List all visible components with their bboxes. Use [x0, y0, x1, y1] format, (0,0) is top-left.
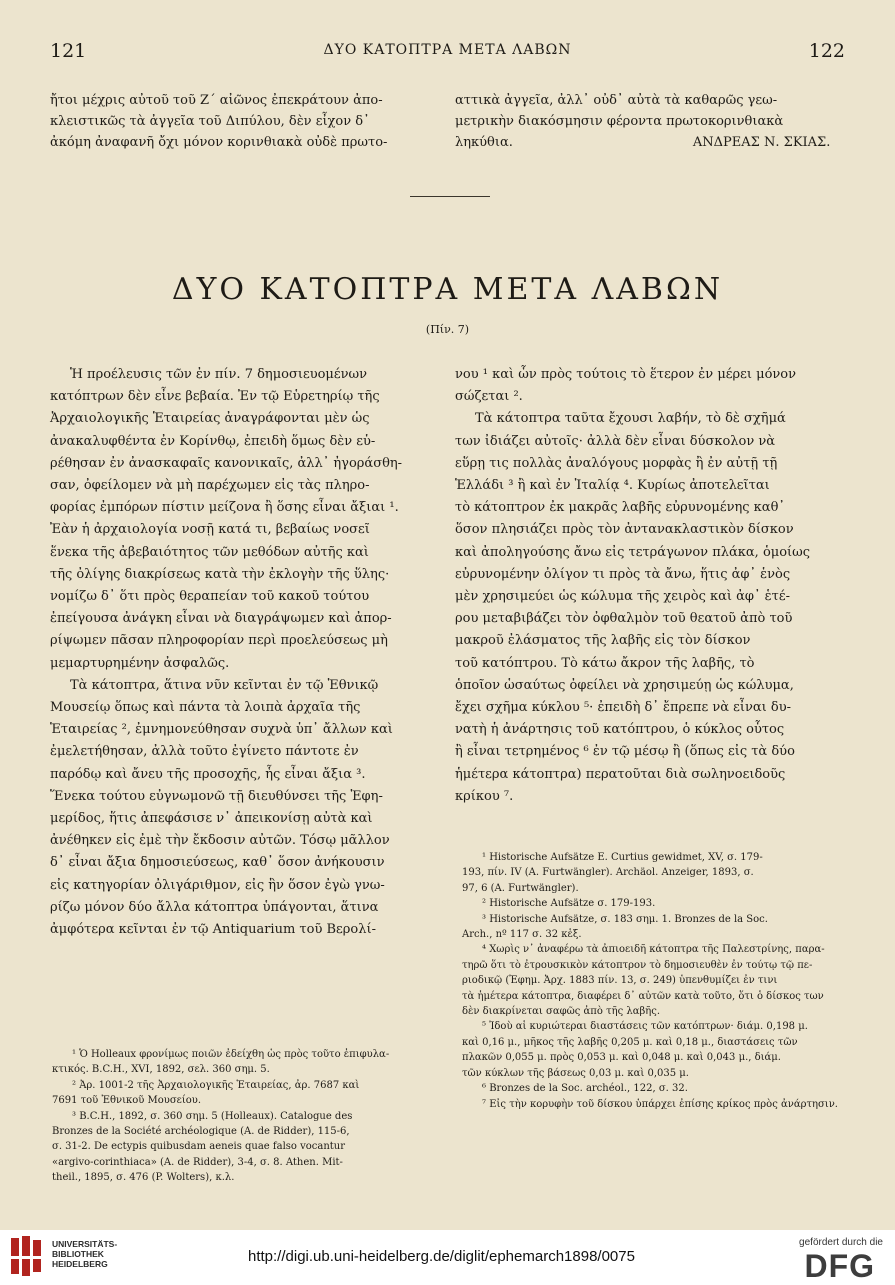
text-line: κτικός. B.C.H., XVI, 1892, σελ. 360 σημ. 5. — [52, 1064, 270, 1076]
author-signature: ΑΝΔΡΕΑΣ Ν. ΣΚΙΑΣ. — [692, 135, 831, 150]
text-line: νατὴ ἡ ἀνάρτησις τοῦ κατόπτρου, ὁ κύκλος οὗτος — [455, 722, 785, 738]
text-line: ⁵ Ἰδοὺ αἱ κυριώτεραι διαστάσεις τῶν κατόπτρων· διάμ. 0,198 μ. — [482, 1021, 808, 1033]
text-line: ἡμέτερα κάτοπτρα) περατοῦται διὰ σωληνοειδοῦς — [455, 766, 786, 782]
text-line: ἔχει σχῆμα κύκλου ⁵· ἐπειδὴ δ᾿ ἔπρεπε νὰ εἶναι δυ- — [455, 700, 791, 716]
text-line: των ἰδιάζει αὐτοῖς· ἀλλὰ δὲν εἶναι δύσκολον νὰ — [455, 433, 776, 449]
text-line: ριοδικῷ (Ἐφημ. Ἀρχ. 1883 πίν. 13, σ. 249) ὑπενθυμίζει ἐν τινι — [462, 975, 778, 987]
text-line: Ἑλλάδι ³ ἢ καὶ ἐν Ἰταλίᾳ ⁴. Κυρίως ἀποτελεῖται — [455, 478, 770, 494]
text-line: ρου μεταβιβάζει τὸν ὀφθαλμὸν τοῦ θεατοῦ ἀπὸ τοῦ — [455, 611, 793, 627]
text-line: ⁴ Χωρὶς ν᾿ ἀναφέρω τὰ ἀπιοειδῆ κάτοπτρα τῆς Παλεστρίνης, παρα- — [482, 944, 825, 956]
text-line: ⁶ Bronzes de la Soc. archéol., 122, σ. 32. — [482, 1083, 688, 1095]
text-line: σ. 31-2. De ectypis quibusdam aeneis quae falso vocantur — [52, 1141, 346, 1153]
text-line: Μουσείῳ ὅπως καὶ πάντα τὰ λοιπὰ ἀρχαῖα τῆς — [50, 700, 361, 716]
text-line: «argivo-corinthiaca» (A. de Ridder), 3-4, σ. 8. Athen. Mit- — [52, 1156, 343, 1168]
text-line: Arch., nº 117 σ. 32 κἑξ. — [462, 929, 582, 941]
text-line: theil., 1895, σ. 476 (P. Wolters), κ.λ. — [52, 1172, 235, 1184]
text-line: κατόπτρων δὲν εἶνε βεβαία. Ἐν τῷ Εὑρετηρίῳ τῆς — [50, 389, 380, 405]
text-line: ὁποῖον ὡσαύτως ὀφείλει νὰ χρησιμεύῃ ὡς κώλυμα, — [455, 677, 794, 693]
text-line: ρίζω μόνον δύο ἄλλα κάτοπτρα ὑπάγονται, ἅτινα — [50, 899, 379, 915]
text-line: πλακῶν 0,055 μ. πρὸς 0,053 μ. καὶ 0,048 μ. καὶ 0,043 μ., διάμ. — [462, 1052, 781, 1064]
left-page-number: 121 — [50, 40, 87, 62]
text-line: εἰς κατηγορίαν ὀλιγάριθμον, εἰς ἣν ὅσον ἐγὼ γνω- — [50, 877, 385, 893]
text-line: εὕρῃ τις πολλὰς ἀναλόγους μορφὰς ἢ ἐν αὐτῇ τῇ — [455, 455, 778, 471]
text-line: Ἐὰν ἡ ἀρχαιολογία νοσῇ κατά τι, βεβαίως νοσεῖ — [50, 522, 370, 538]
text-line: 193, πίν. IV (A. Furtwängler). Archäol. Anzeiger, 1893, σ. — [462, 867, 754, 879]
text-line: σαν, ὀφείλομεν νὰ μὴ παρέχωμεν εἰς τὰς πληρο- — [50, 478, 370, 494]
text-line: κλειστικῶς τὰ ἀγγεῖα τοῦ Διπύλου, δὲν εἶχον δ᾿ — [50, 114, 370, 129]
text-line — [455, 132, 845, 153]
left-footnotes — [52, 1047, 432, 1186]
text-line: ἕνεκα τῆς ἀβεβαιότητος τῶν μεθόδων αὐτῆς καὶ — [50, 544, 369, 560]
text-line: μεμαρτυρημένην ἀσφαλῶς. — [50, 655, 230, 671]
text-line: τὰ ἡμέτερα κάτοπτρα, διαφέρει δ᾿ αὐτῶν κατὰ τοῦτο, ὅτι ὁ δίσκος των — [462, 990, 824, 1002]
text-line: δ᾿ εἶναι ἄξια δημοσιεύσεως, καθ᾿ ὅσον ἀνήκουσιν — [50, 855, 385, 871]
text-line: ἀκόμη ἀναφανῆ ὄχι μόνον κορινθιακὰ οὐδὲ πρωτο- — [50, 135, 388, 150]
university-library-logo-icon — [8, 1234, 44, 1278]
text-line: μερίδος, ἥτις ἀπεφάσισε ν᾿ ἀπεικονίσῃ αὐτὰ καὶ — [50, 811, 373, 827]
text-line: ἀνέθηκεν εἰς ἐμὲ τὴν ἔκδοσιν αὐτῶν. Τόσῳ μᾶλλον — [50, 833, 390, 849]
left-body-column — [50, 364, 432, 941]
library-name — [52, 1239, 117, 1269]
text-line: Ἀρχαιολογικῆς Ἑταιρείας ἀναγράφονται μὲν ὡς — [50, 411, 370, 427]
text-line: ¹ Ὁ Holleaux φρονίμως ποιῶν ἐδείχθη ὡς πρὸς τοῦτο ἐπιφυλα- — [72, 1049, 390, 1060]
text-line: καὶ 0,16 μ., μῆκος τῆς λαβῆς 0,205 μ. καὶ 0,18 μ., διαστάσεις τῶν — [462, 1036, 798, 1048]
text-line: εὐρυνομένην ὀλίγον τι πρὸς τὰ ἄνω, ἥτις ἀφ᾿ ἑνὸς — [455, 566, 791, 582]
running-title: ΔΥΟ ΚΑΤΟΠΤΡΑ ΜΕΤΑ ΛΑΒΩΝ — [323, 42, 572, 58]
right-page-number: 122 — [808, 40, 845, 62]
digital-library-footer — [0, 1230, 895, 1285]
library-name-line: HEIDELBERG — [52, 1259, 108, 1269]
text-line: 7691 τοῦ Ἐθνικοῦ Μουσείου. — [52, 1095, 202, 1107]
text-line: Τὰ κάτοπτρα ταῦτα ἔχουσι λαβήν, τὸ δὲ σχῆμά — [475, 411, 786, 427]
text-line: αττικὰ ἀγγεῖα, ἀλλ᾿ οὐδ᾿ αὐτὰ τὰ καθαρῶς γεω- — [455, 93, 778, 108]
funded-by-label: gefördert durch die — [799, 1237, 883, 1248]
text-line: δὲν διακρίνεται σαφῶς ἀπὸ τῆς λαβῆς. — [462, 1006, 661, 1018]
text-line: Ἡ προέλευσις τῶν ἐν πίν. 7 δημοσιευομένων — [70, 367, 368, 382]
right-body-column — [455, 364, 847, 808]
text-line: κρίκου ⁷. — [455, 788, 514, 804]
text-line: ρίψωμεν πᾶσαν πληροφορίαν περὶ προελεύσεως μὴ — [50, 633, 388, 649]
text-line: τῆς ὀλίγης διακρίσεως κατὰ τὴν ἐκλογὴν τῆς ὕλης· — [50, 566, 390, 582]
text-line: τὸ κάτοπτρον ἐκ μακρᾶς λαβῆς εὐρυνομένης καθ᾿ — [455, 500, 785, 516]
text-line: ² Ἀρ. 1001-2 τῆς Ἀρχαιολογικῆς Ἑταιρείας, ἀρ. 7687 καὶ — [72, 1079, 360, 1091]
text-line: μετρικὴν διακόσμησιν φέροντα πρωτοκορινθιακὰ — [455, 114, 784, 129]
text-line: ἀμφότερα κεῖνται ἐν τῷ Antiquarium τοῦ Βερολί- — [50, 922, 376, 938]
dfg-logo: DFG — [804, 1248, 875, 1284]
text-line: μακροῦ ἐλάσματος τῆς λαβῆς εἰς τὸν δίσκον — [455, 633, 751, 649]
text-line: σώζεται ². — [455, 389, 523, 405]
text-line: ² Historische Aufsätze σ. 179-193. — [482, 898, 656, 910]
text-line: παρόδῳ καὶ ἄνευ τῆς προσοχῆς, ἧς εἶναι ἄξια ³. — [50, 766, 366, 782]
text-line: ³ B.C.H., 1892, σ. 360 σημ. 5 (Holleaux). Catalogue des — [72, 1110, 353, 1122]
permalink-url[interactable]: http://digi.ub.uni-heidelberg.de/diglit/ephemarch1898/0075 — [248, 1248, 635, 1265]
text-line: ἐμελετήθησαν, ἀλλὰ τοῦτο ἐγίνετο πάντοτε ἐν — [50, 744, 359, 760]
plate-reference: (Πίν. 7) — [425, 323, 470, 336]
article-title: ΔΥΟ ΚΑΤΟΠΤΡΑ ΜΕΤΑ ΛΑΒΩΝ — [171, 272, 724, 307]
text-line: 97, 6 (A. Furtwängler). — [462, 882, 579, 894]
text-line: ¹ Historische Aufsätze E. Curtius gewidmet, XV, σ. 179- — [482, 852, 763, 863]
text-line: Τὰ κάτοπτρα, ἅτινα νῦν κεῖνται ἐν τῷ Ἐθνικῷ — [70, 677, 379, 693]
text-line: τηρῶ ὅτι τὸ ἐτρουσκικὸν κάτοπτρον τὸ δημοσιευθὲν ἐν τούτῳ τῷ πε- — [462, 959, 813, 971]
text-line: ρέθησαν ἐν ἀνασκαφαῖς κανονικαῖς, ἀλλ᾿ ἠγοράσθη- — [50, 455, 403, 471]
text-line: ἀνακαλυφθέντα ἐν Κορίνθῳ, ἐπειδὴ ὅμως δὲν εὑ- — [50, 433, 376, 449]
text-line: μὲν χρησιμεύει ὡς κώλυμα τῆς χειρὸς καὶ ἀφ᾿ ἑτέ- — [455, 589, 790, 605]
text-line: ἐπείγουσα ἀνάγκη εἶναι νὰ διαγράψωμεν καὶ ἀπορ- — [50, 611, 392, 627]
library-name-line: UNIVERSITÄTS- — [52, 1239, 118, 1249]
text-line: νου ¹ καὶ ὧν πρὸς τούτοις τὸ ἕτερον ἐν μέρει μόνον — [455, 367, 797, 382]
text-line: ἤτοι μέχρις αὐτοῦ τοῦ Ζ΄ αἰῶνος ἐπεκράτουν ἀπο- — [50, 93, 383, 108]
top-left-column — [50, 90, 430, 153]
text-line: ⁷ Εἰς τὴν κορυφὴν τοῦ δίσκου ὑπάρχει ἐπίσης κρίκος πρὸς ἀνάρτησιν. — [482, 1098, 838, 1110]
section-divider — [410, 196, 490, 197]
text-line: ³ Historische Aufsätze, σ. 183 σημ. 1. Bronzes de la Soc. — [482, 913, 768, 925]
text-line: Ἑταιρείας ², ἐμνημονεύθησαν συχνὰ ὑπ᾿ ἄλλων καὶ — [50, 722, 393, 738]
text-line: καὶ ἀποληγούσης ἄνω εἰς τετράγωνον πλάκα, ὁμοίως — [455, 544, 811, 560]
text-line: ἢ εἶναι τετρημένος ⁶ ἐν τῷ μέσῳ ἢ (ὅπως εἰς τὰ δύο — [455, 744, 795, 760]
text-line: φορίας ἐμπόρων πίστιν μείζονα ἢ ὅσης εἶναι ἄξιαι ¹. — [50, 500, 399, 516]
text-line: τοῦ κατόπτρου. Τὸ κάτω ἄκρον τῆς λαβῆς, τὸ — [455, 655, 755, 671]
text-line: νομίζω δ᾿ ὅτι πρὸς θεραπείαν τοῦ κακοῦ τούτου — [50, 589, 370, 605]
text-line-end: ληκύθια. — [455, 135, 513, 150]
text-line: Ἕνεκα τούτου εὐγνωμονῶ τῇ διευθύνσει τῆς Ἐφη- — [50, 788, 383, 804]
library-name-line: BIBLIOTHEK — [52, 1249, 104, 1259]
running-header — [50, 40, 845, 66]
text-line: Bronzes de la Société archéologique (A. de Ridder), 115-6, — [52, 1126, 350, 1138]
top-right-column — [455, 90, 845, 153]
text-line: τῶν κύκλων τῆς βάσεως 0,03 μ. καὶ 0,035 μ. — [462, 1067, 689, 1079]
right-footnotes — [462, 850, 847, 1112]
text-line: ὅσον πλησιάζει πρὸς τὸν ἀντανακλαστικὸν δίσκον — [455, 522, 794, 538]
